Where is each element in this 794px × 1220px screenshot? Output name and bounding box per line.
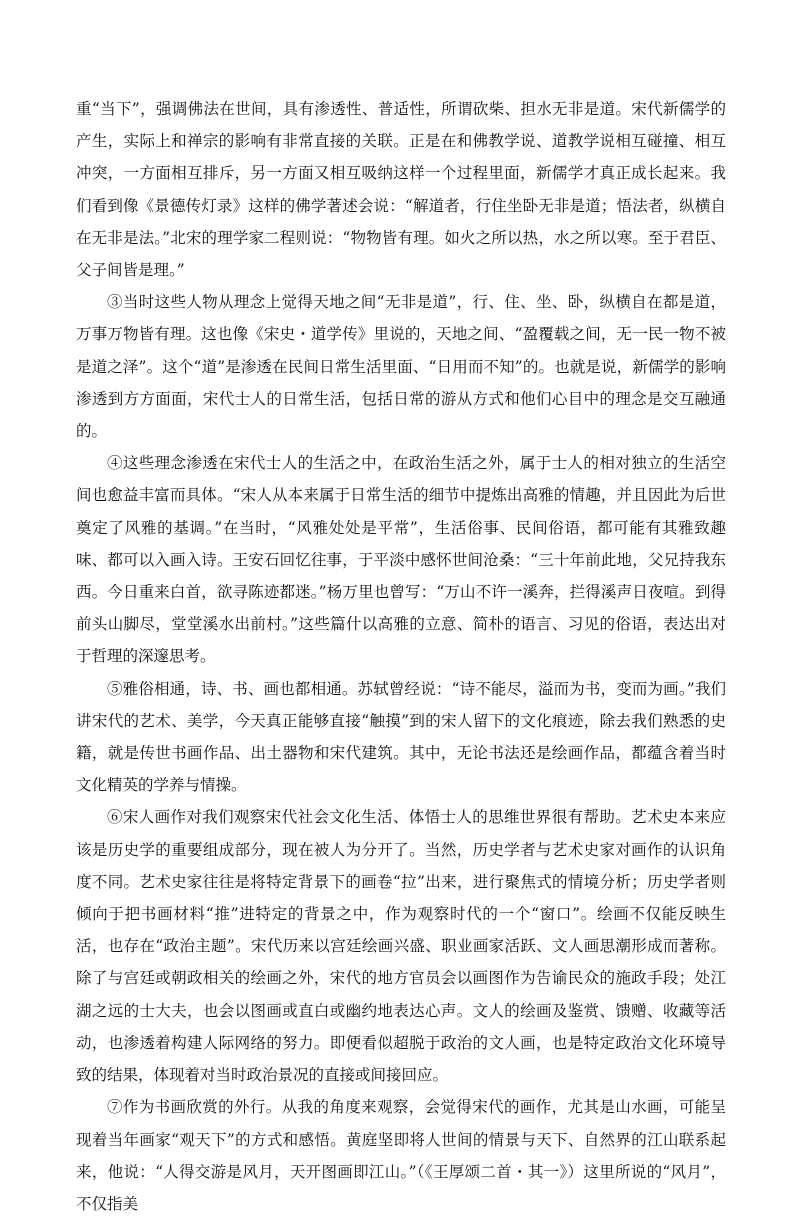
paragraph-6: ⑥宋人画作对我们观察宋代社会文化生活、体悟士人的思维世界很有帮助。艺术史本来应该是历史学的重要组成部分，现在被人为分开了。当然，历史学者与艺术史家对画作的认识角度不同。艺术史家往往是将特定背景下的画卷“拉”出来，进行聚焦式的情境分析；历史学者则倾向于把书画材料“推”进特定的背景之中，作为观察时代的一个“窗口”。绘画不仅能反映生活，也存在“政治主题”。宋代历来以宫廷绘画兴盛、职业画家活跃、文人画思潮形成而著称。除了与宫廷或朝政相关的绘画之外，宋代的地方官员会以画图作为告谕民众的施政手段；处江湖之远的士大夫，也会以图画或直白或幽约地表达心声。文人的绘画及鉴赏、馈赠、收藏等活动，也渗透着构建人际网络的努力。即便看似超脱于政治的文人画，也是特定政治文化环境导致的结果，体现着对当时政治景况的直接或间接回应。 xyxy=(76,808,726,1085)
paragraph-7: ⑦作为书画欣赏的外行。从我的角度来观察，会觉得宋代的画作，尤其是山水画，可能呈现着当年画家“观天下”的方式和感悟。黄庭坚即将人世间的情景与天下、自然界的江山联系起来，他说：“人得交游是风月，天开图画即江山。”（《王厚颂二首・其一》）这里所说的“风月”，不仅指美 xyxy=(76,1098,726,1213)
paragraph-5: ⑤雅俗相通，诗、书、画也都相通。苏轼曾经说：“诗不能尽，溢而为书，变而为画。”我们讲宋代的艺术、美学，今天真正能够直接“触摸”到的宋人留下的文化痕迹，除去我们熟悉的史籍，就是传世书画作品、出土器物和宋代建筑。其中，无论书法还是绘画作品，都蕴含着当时文化精英的学养与情操。 xyxy=(76,679,726,795)
article-body xyxy=(76,93,726,1220)
paragraph-continuation: 重“当下”，强调佛法在世间，具有渗透性、普适性，所谓砍柴、担水无非是道。宋代新儒学的产生，实际上和禅宗的影响有非常直接的关联。正是在和佛教学说、道教学说相互碰撞、相互冲突，一方面相互排斥，另一方面又相互吸纳这样一个过程里面，新儒学才真正成长起来。我们看到像《景德传灯录》这样的佛学著述会说：“解道者，行住坐卧无非是道；悟法者，纵横自在无非是法。”北宋的理学家二程则说：“物物皆有理。如火之所以热，水之所以寒。至于君臣、父子间皆是理。” xyxy=(76,100,726,280)
paragraph-4: ④这些理念渗透在宋代士人的生活之中，在政治生活之外，属于士人的相对独立的生活空间也愈益丰富而具体。“宋人从本来属于日常生活的细节中提炼出高雅的情趣，并且因此为后世奠定了风雅的基调。”在当时，“风雅处处是平常”，生活俗事、民间俗语，都可能有其雅致趣味、都可以入画入诗。王安石回忆往事，于平淡中感怀世间沧桑：“三十年前此地，父兄持我东西。今日重来白首，欲寻陈迹都迷。”杨万里也曾写：“万山不许一溪奔，拦得溪声日夜喧。到得前头山脚尽，堂堂溪水出前村。”这些篇什以高雅的立意、简朴的语言、习见的俗语，表达出对于哲理的深邃思考。 xyxy=(76,454,726,666)
paragraph-3: ③当时这些人物从理念上觉得天地之间“无非是道”，行、住、坐、卧，纵横自在都是道，万事万物皆有理。这也像《宋史・道学传》里说的，天地之间、“盈覆载之间，无一民一物不被是道之泽”。这个“道”是渗透在民间日常生活里面、“日用而不知”的。也就是说，新儒学的影响渗透到方方面面，宋代士人的日常生活，包括日常的游从方式和他们心目中的理念是交互融通的。 xyxy=(76,293,726,441)
